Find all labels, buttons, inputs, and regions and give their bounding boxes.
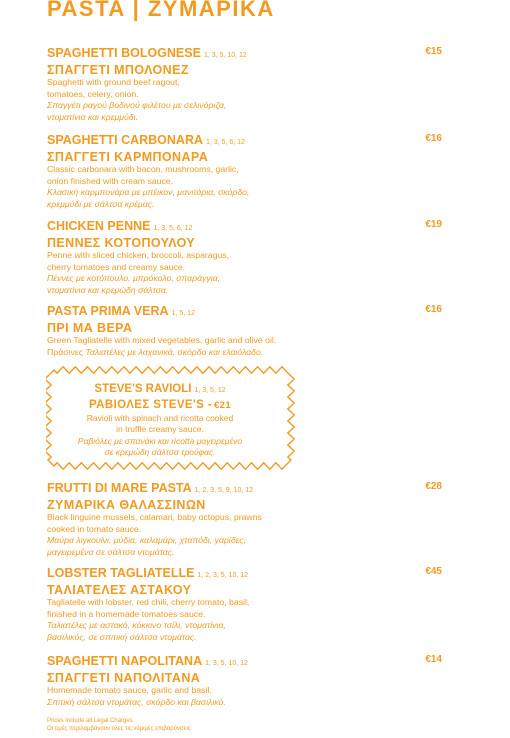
item-greek-name: ΣΠΑΓΓΕΤΙ ΝΑΠΟΛΙΤΑΝΑ: [47, 671, 201, 685]
item-price: €16: [425, 304, 442, 315]
item-description: finished in a homemade tomatoes sauce.: [47, 608, 206, 619]
item-name: CHICKEN PENNE: [47, 219, 151, 233]
special-allergens: 1, 3, 5, 12: [194, 387, 226, 394]
item-description-greek: ντοματίνια και κρεμώδη σάλτσα.: [47, 284, 169, 295]
item-description: tomatoes, celery, onion.: [47, 88, 139, 99]
footer-note: [47, 717, 191, 733]
special-description-greek: σε κρεμώδη σάλτσα τρούφας.: [104, 446, 216, 457]
special-description: Ravioli with spinach and ricotta cooked: [86, 413, 234, 423]
item-description: cherry tomatoes and creamy sauce.: [47, 261, 186, 272]
item-greek-name: ΠΡΙ ΜΑ ΒΕΡΑ: [47, 321, 133, 335]
item-description: Penne with sliced chicken, broccoli, asparagus,: [47, 250, 230, 260]
page-title: PASTA | ΖΥΜΑΡΙΚΑ: [47, 0, 275, 21]
special-description: in truffle creamy sauce.: [116, 424, 204, 435]
item-name: FRUTTI DI MARE PASTA: [47, 481, 192, 495]
item-description-greek: Μαύρα λιγκουίνι, μύδια, καλαμάρι, χταπόδι, γαρίδες,: [47, 535, 246, 545]
special-description-greek: Ραβιόλες με σπανάκι και ricotta μαγειρεμένο: [77, 435, 243, 446]
item-description-greek: Σπαγγέτι ραγού βοδινού φιλέτου με σελινόριζα,: [47, 100, 227, 110]
menu-item-spaghetti-bolognese: [47, 46, 442, 123]
menu-item-chicken-penne: [47, 219, 442, 296]
item-price: €28: [425, 481, 442, 492]
item-name: SPAGHETTI CARBONARA: [47, 133, 204, 147]
special-box-steves-ravioli: [46, 366, 296, 470]
item-price: €45: [425, 566, 442, 577]
item-greek-name: ΠΕΝΝΕΣ ΚΟΤΟΠΟΥΛΟΥ: [47, 236, 196, 250]
item-greek-name: ΤΑΛΙΑΤΕΛΕΣ ΑΣΤΑΚΟΥ: [47, 583, 192, 597]
item-description-greek-rest: Ταλιατέλες με λαχανικά, σκόρδο και ελαιόλαδο.: [85, 346, 264, 357]
item-price: €16: [425, 133, 442, 144]
item-name: LOBSTER TAGLIATELLE: [47, 566, 195, 580]
item-description: cooked in tomato sauce.: [47, 523, 142, 534]
item-description: Classic carbonara with bacon, mushrooms, garlic,: [47, 164, 239, 174]
menu-item-pasta-prima-vera: [47, 304, 442, 358]
item-name: PASTA PRIMA VERA: [47, 304, 169, 318]
item-allergens: 1, 5, 12: [171, 310, 195, 317]
item-price: €19: [425, 219, 442, 230]
item-description: Black linguine mussels, calamari, baby octopus, prawns: [47, 512, 262, 522]
item-allergens: 1, 2, 3, 5, 9, 10, 12: [194, 487, 254, 494]
item-allergens: 1, 3, 5, 6, 12: [206, 139, 245, 146]
item-price: €14: [425, 654, 442, 665]
special-name: STEVE'S RAVIOLI: [94, 383, 192, 395]
item-description-greek: κρεμμύδι με σάλτσα κρέμας.: [47, 198, 155, 209]
item-description: Spaghetti with ground beef ragout,: [47, 77, 180, 87]
footer-line: Prices include all Legal Charges: [47, 718, 133, 724]
item-description: Tagliatelle with lobster, red chili, cherry tomato, basil,: [47, 597, 250, 607]
item-allergens: 1, 3, 5, 10, 12: [203, 52, 247, 59]
item-description-greek: Πέννες με κοτόπουλο, μπρόκολο, σπαράγγια,: [47, 273, 221, 283]
item-greek-name: ΖΥΜΑΡΙΚΑ ΘΑΛΑΣΣΙΝΩΝ: [47, 498, 206, 512]
item-allergens: 1, 3, 5, 10, 12: [205, 660, 248, 667]
item-name: SPAGHETTI BOLOGNESE: [47, 46, 201, 60]
item-description-greek: Ταλιατέλες με αστακό, κόκκινο τσίλι, ντοματίνια,: [47, 620, 226, 630]
special-greek-name: ΡΑΒΙΟΛΕΣ STEVE'S -: [88, 399, 212, 411]
item-description-greek-prefix: Πράσινες: [47, 346, 83, 357]
menu-item-lobster-tagliatelle: [47, 566, 442, 643]
item-description: Homemade tomato sauce, garlic and basil.: [47, 685, 212, 695]
item-description: onion finished with cream sauce.: [47, 175, 174, 186]
item-description-greek: βασιλικός, σε σπιτική σάλτσα ντομάτας.: [47, 631, 197, 642]
menu-item-spaghetti-napolitana: [47, 654, 442, 708]
item-allergens: 1, 3, 5, 6, 12: [153, 225, 193, 232]
item-greek-name: ΣΠΑΓΓΕΤΙ ΜΠΟΛΟΝΕΖ: [47, 63, 189, 77]
item-allergens: 1, 2, 3, 5, 10, 12: [197, 572, 249, 579]
item-description: Green Tagliatelle with mixed vegetables, garlic and olive oil.: [47, 335, 277, 345]
menu-item-frutti-di-mare-pasta: [47, 481, 442, 558]
menu-item-spaghetti-carbonara: [47, 133, 442, 210]
item-description-greek: Σπιτική σάλτσα ντομάτας, σκόρδο και βασιλικό.: [47, 696, 226, 707]
item-description-greek: [47, 347, 442, 359]
item-name: SPAGHETTI NAPOLITANA: [47, 654, 203, 668]
item-description-greek: μαγειρεμένα σε σάλτσα ντομάτας.: [47, 546, 175, 557]
item-greek-name: ΣΠΑΓΓΕΤΙ ΚΑΡΜΠΟΝΑΡΑ: [47, 150, 209, 164]
item-description-greek: Κλασική καρμπονάρα με μπέικον, μανιτάρια, σκόρδο,: [47, 187, 250, 197]
item-price: €15: [425, 46, 442, 57]
item-description-greek: ντοματίνια και κρεμμύδι.: [47, 111, 138, 122]
footer-line-greek: Οι τιμές περιλαμβάνουν όλες τις νόμιμες επιβαρύνσεις: [47, 726, 191, 732]
special-price: €21: [213, 400, 232, 411]
